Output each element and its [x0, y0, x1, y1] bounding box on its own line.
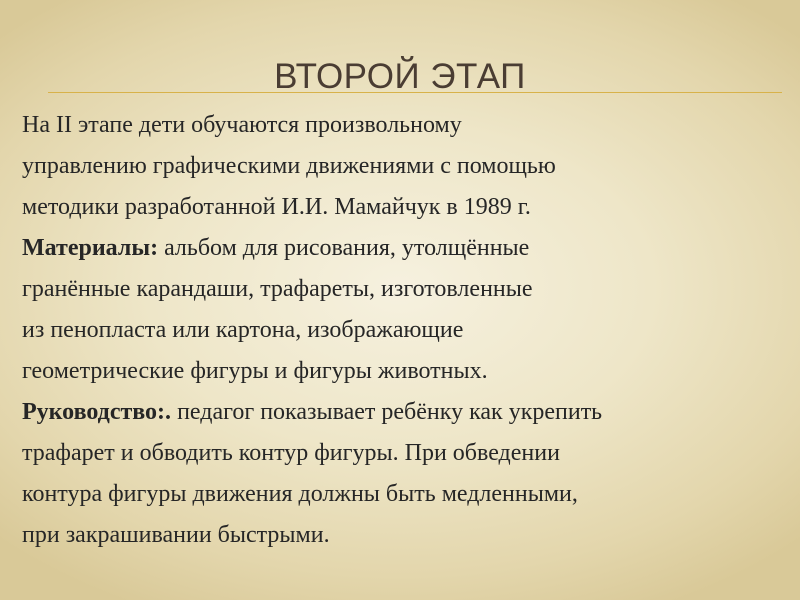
body-line-5	[22, 269, 792, 310]
body-line-10	[22, 474, 792, 515]
body-line-1	[22, 105, 792, 146]
title-underline	[48, 92, 782, 93]
materials-heading: Материалы:	[22, 235, 159, 261]
body-text: контура фигуры движения должны быть медленными,	[22, 481, 578, 507]
slide-body	[22, 105, 792, 556]
body-text: педагог показывает ребёнку как укрепить	[171, 399, 603, 425]
body-text: На II этапе дети обучаются произвольному	[22, 112, 462, 138]
body-line-9	[22, 433, 792, 474]
body-text: трафарет и обводить контур фигуры. При обведении	[22, 440, 560, 466]
body-line-6	[22, 310, 792, 351]
slide-title: ВТОРОЙ ЭТАП	[274, 57, 526, 96]
guidance-heading: Руководство:.	[22, 399, 172, 425]
body-text: методики разработанной И.И. Мамайчук в 1989 г.	[22, 194, 531, 220]
body-line-8	[22, 392, 792, 433]
body-text: при закрашивании быстрыми.	[22, 522, 330, 548]
body-text: гранённые карандаши, трафареты, изготовленные	[22, 276, 533, 302]
body-line-3	[22, 187, 792, 228]
body-text: альбом для рисования, утолщённые	[158, 235, 530, 261]
body-line-11	[22, 515, 792, 556]
body-text: из пенопласта или картона, изображающие	[22, 317, 464, 343]
body-line-2	[22, 146, 792, 187]
body-text: управлению графическими движениями с помощью	[22, 153, 556, 179]
body-text: геометрические фигуры и фигуры животных.	[22, 358, 488, 384]
body-line-7	[22, 351, 792, 392]
body-line-4	[22, 228, 792, 269]
